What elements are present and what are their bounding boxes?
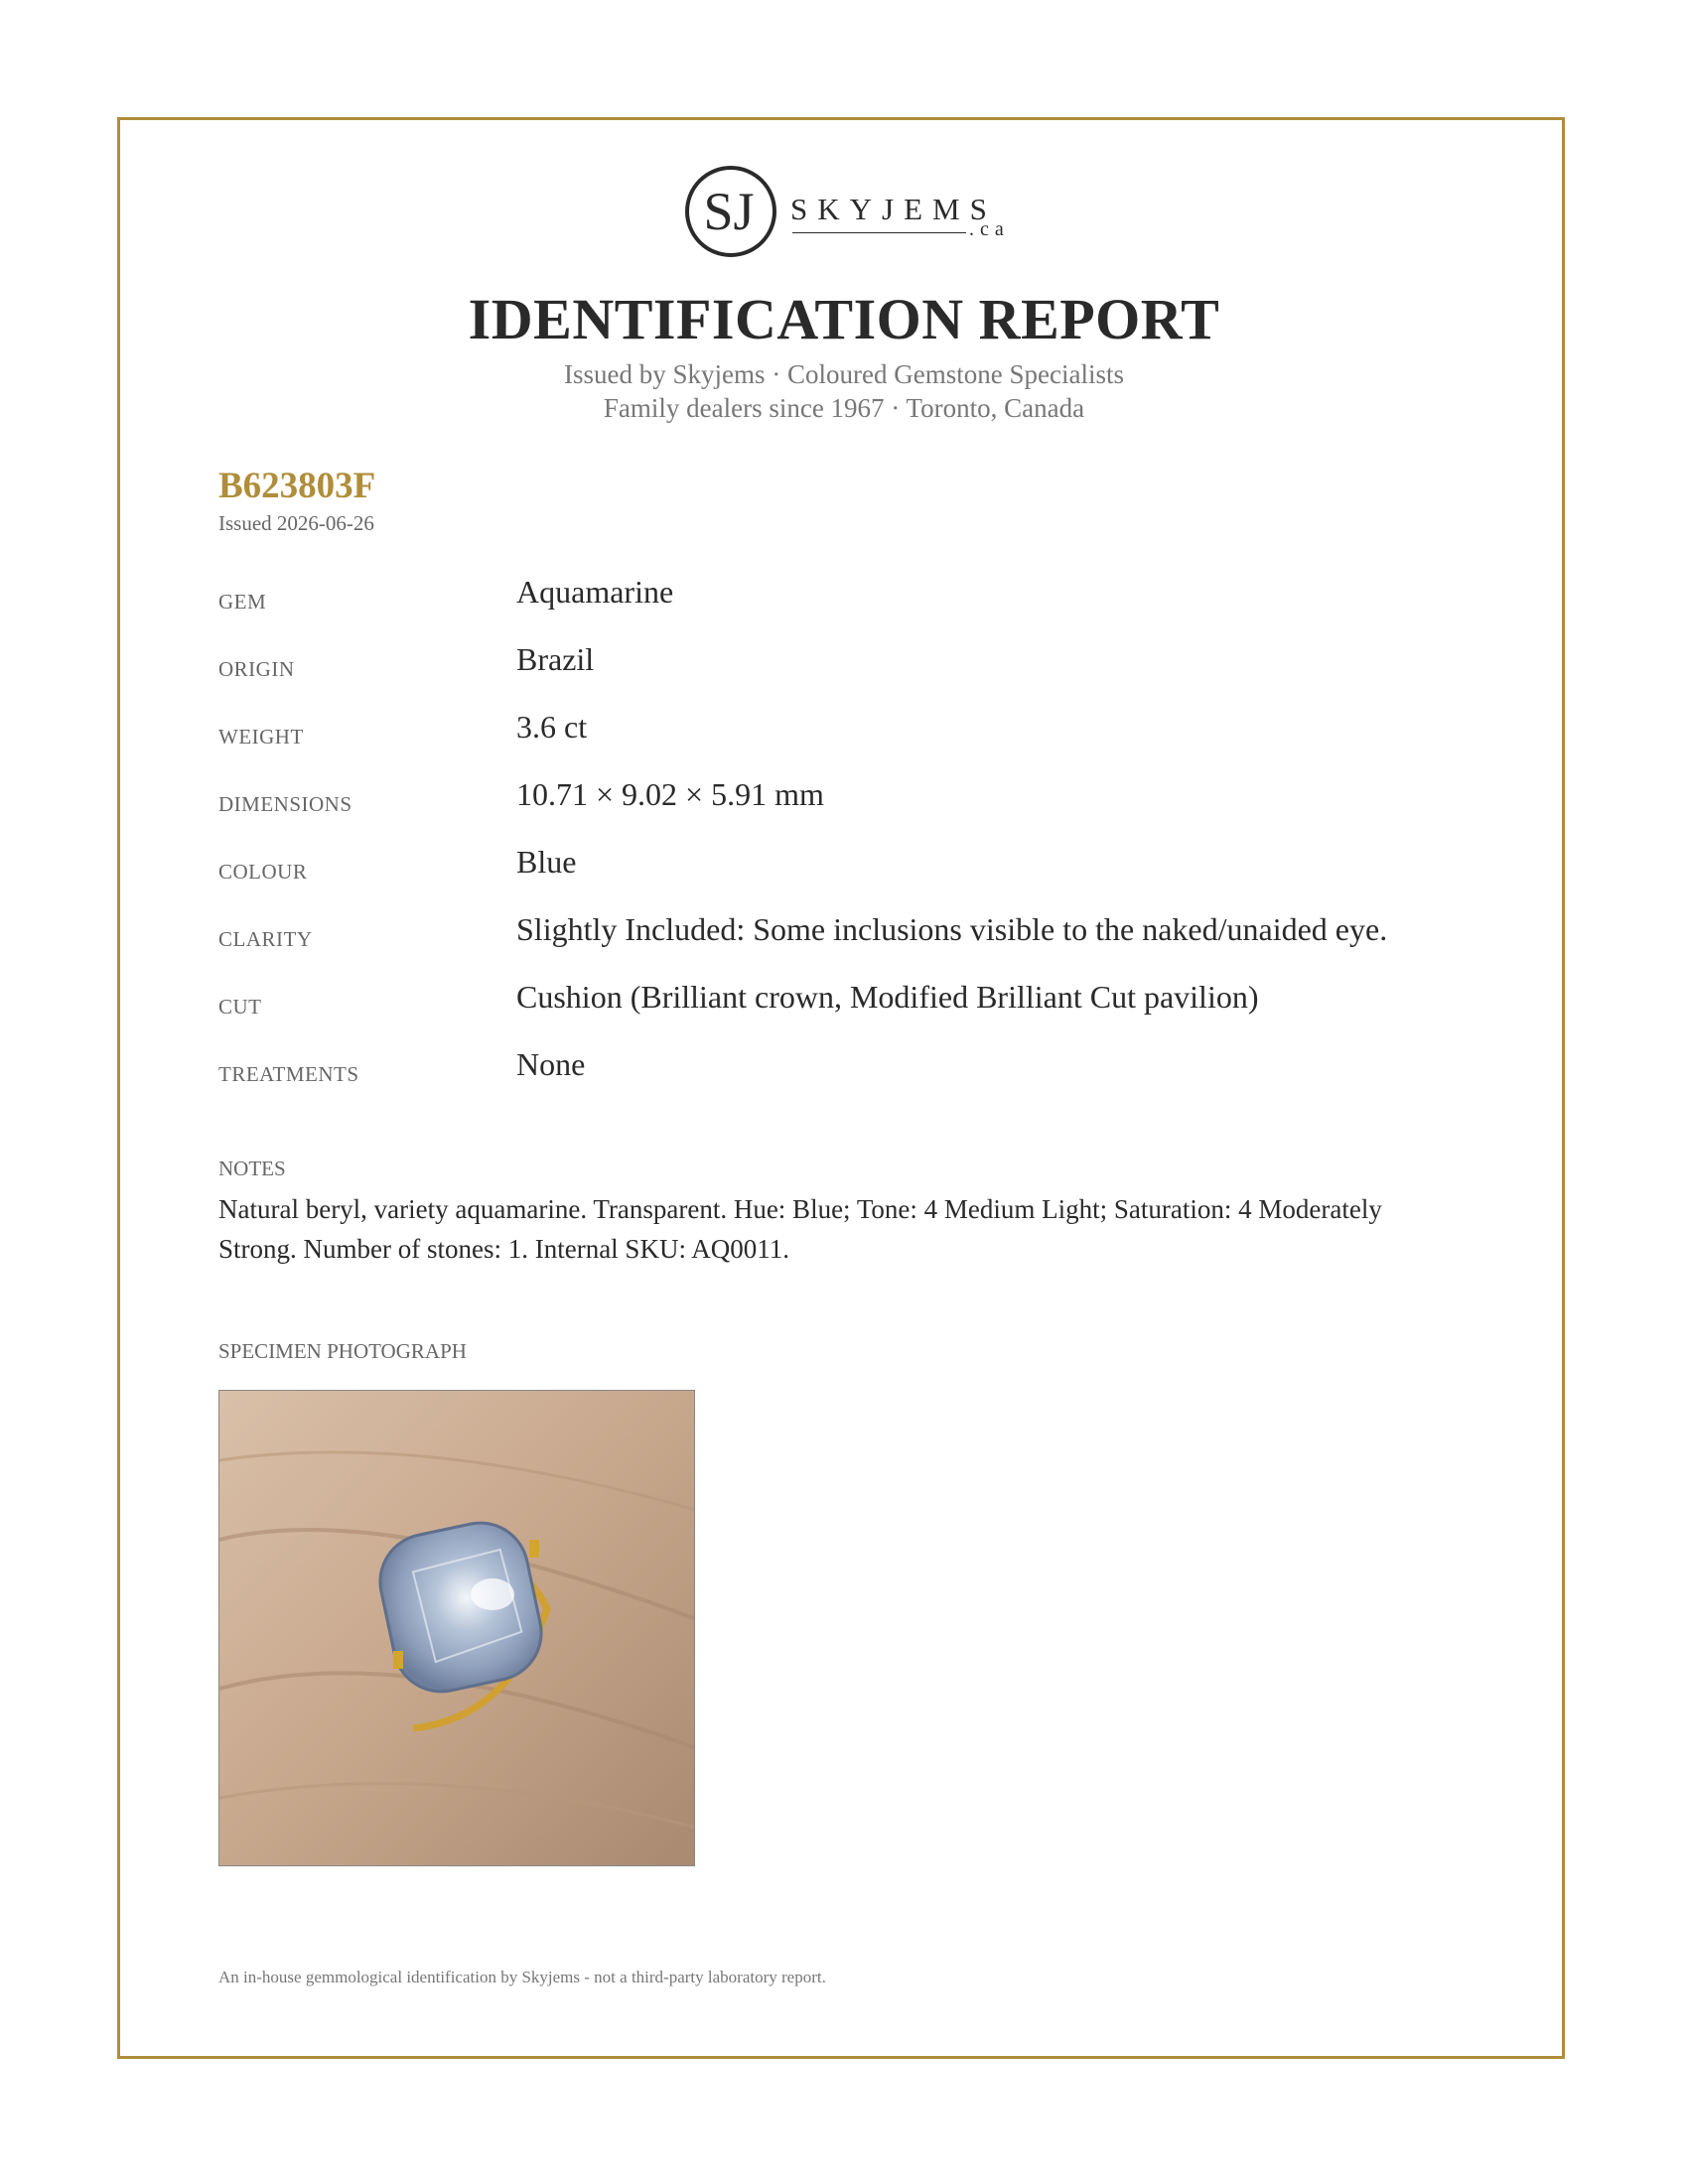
brand-suffix: .ca: [969, 218, 1010, 240]
issued-date: Issued 2026-06-26: [218, 511, 374, 535]
property-label: TREATMENTS: [218, 1062, 359, 1086]
report-title: IDENTIFICATION REPORT: [468, 287, 1220, 351]
property-label: ORIGIN: [218, 657, 295, 681]
property-row-gem: [218, 574, 1470, 633]
property-row-cut: [218, 979, 1470, 1038]
photo-label: SPECIMEN PHOTOGRAPH: [218, 1339, 467, 1363]
property-value: Brazil: [516, 641, 595, 677]
notes-label: NOTES: [218, 1157, 286, 1180]
footer-disclaimer: An in-house gemmological identification by Skyjems - not a third-party laboratory report.: [218, 1968, 826, 1986]
logo-mark: [683, 164, 778, 259]
subtitle-line-1: Issued by Skyjems · Coloured Gemstone Specialists: [564, 359, 1124, 389]
subtitle-line-2: Family dealers since 1967 · Toronto, Canada: [603, 393, 1085, 423]
notes-text: Natural beryl, variety aquamarine. Transparent. Hue: Blue; Tone: 4 Medium Light; Saturation: 4 Moderately Strong. Number of stones: 1. Internal SKU: AQ0011.: [218, 1194, 1382, 1264]
property-value: 3.6 ct: [516, 709, 588, 745]
property-value: Aquamarine: [516, 574, 674, 610]
report-id: B623803F: [218, 466, 376, 506]
property-row-weight: [218, 709, 1470, 768]
property-label: CLARITY: [218, 927, 313, 951]
brand-name: SKYJEMS: [790, 192, 997, 226]
skyjems-logo: [683, 164, 1011, 263]
property-label: WEIGHT: [218, 725, 304, 749]
property-label: DIMENSIONS: [218, 792, 352, 816]
property-value: Slightly Included: Some inclusions visible to the naked/unaided eye.: [516, 911, 1388, 947]
brand-divider: [792, 232, 966, 233]
property-label: CUT: [218, 995, 262, 1019]
specimen-photograph: [218, 1390, 695, 1866]
specimen-photo-illustration: [219, 1391, 695, 1866]
property-label: GEM: [218, 590, 267, 614]
property-label: COLOUR: [218, 860, 308, 884]
property-row-treatments: [218, 1046, 1470, 1106]
property-value: Blue: [516, 844, 577, 880]
property-row-colour: [218, 844, 1470, 903]
property-value: None: [516, 1046, 586, 1082]
property-row-clarity: [218, 911, 1470, 971]
property-value: 10.71 × 9.02 × 5.91 mm: [516, 776, 824, 812]
property-row-dimensions: [218, 776, 1470, 836]
property-row-origin: [218, 641, 1470, 701]
property-value: Cushion (Brilliant crown, Modified Brilliant Cut pavilion): [516, 979, 1259, 1015]
logo-monogram: SJ: [703, 182, 755, 241]
